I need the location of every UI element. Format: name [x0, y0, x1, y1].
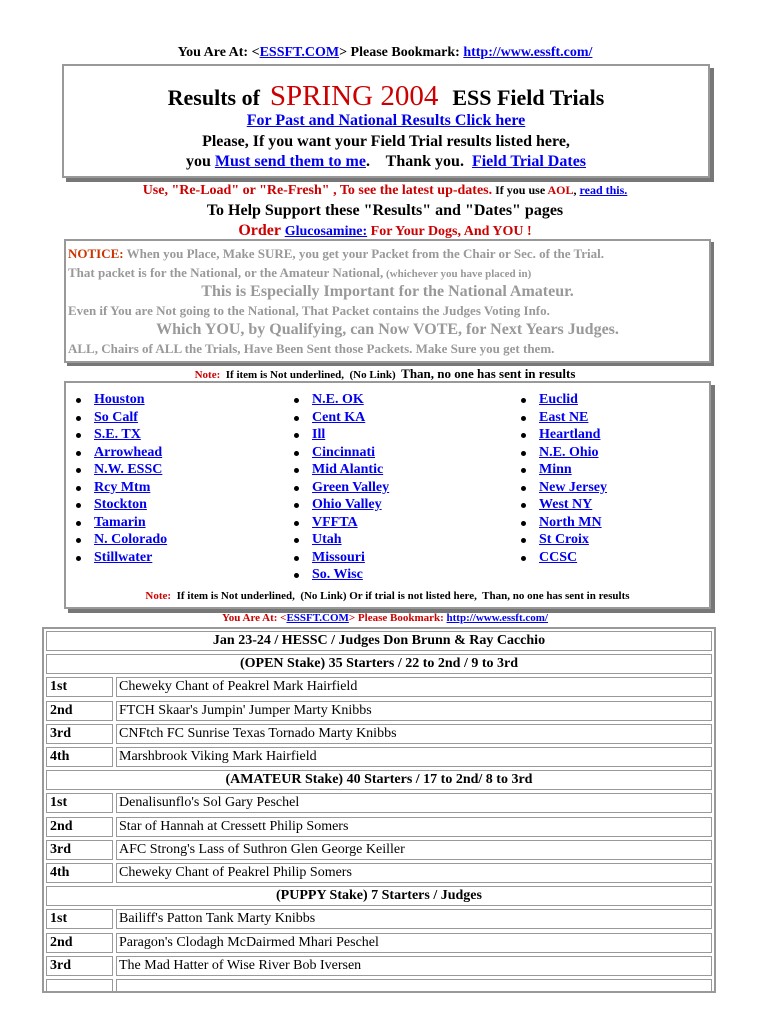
trial-link[interactable]: Green Valley: [312, 479, 390, 495]
notice-label: NOTICE:: [68, 246, 124, 261]
dog-handler-cell: Cheweky Chant of Peakrel Mark Hairfield: [116, 677, 712, 697]
trial-list-item: [511, 426, 607, 444]
trial-link[interactable]: Cincinnati: [312, 444, 376, 460]
trial-link[interactable]: Mid Alantic: [312, 462, 384, 477]
past-results-link[interactable]: For Past and National Results Click here: [246, 112, 526, 129]
placement-cell: 3rd: [46, 956, 113, 976]
trial-link[interactable]: N. Colorado: [94, 532, 168, 547]
site-link[interactable]: ESSFT.COM: [259, 45, 340, 60]
placement-cell: 1st: [46, 909, 113, 929]
reload-notice: Use, "Re-Load" or "Re-Fresh" , To see the latest up-dates. If you use AOL, read this.: [142, 183, 628, 198]
stake-header-puppy: (PUPPY Stake) 7 Starters / Judges: [46, 886, 712, 906]
table-row: [46, 817, 712, 837]
trial-list-item: [66, 409, 167, 427]
send-prefix: you: [185, 153, 215, 170]
notice-text-1: When you Place, Make SURE, you get your Packet from the Chair or Sec. of the Trial.: [123, 246, 604, 261]
trial-list-item: [284, 566, 389, 584]
trial-column-2: [284, 391, 389, 584]
trial-list-item: [284, 426, 389, 444]
placement-cell: 2nd: [46, 817, 113, 837]
trial-list-item: [66, 426, 167, 444]
table-row: [46, 724, 712, 744]
placement-cell: [46, 979, 113, 993]
dog-handler-cell: Paragon's Clodagh McDairmed Mhari Peschel: [116, 933, 712, 953]
trial-column-3: [511, 391, 607, 566]
dog-handler-cell: Bailiff's Patton Tank Marty Knibbs: [116, 909, 712, 929]
dog-handler-cell: Denalisunflo's Sol Gary Peschel: [116, 793, 712, 813]
trial-list-item: [284, 479, 389, 497]
trial-list-item: [511, 409, 607, 427]
bottom-site-link[interactable]: ESSFT.COM: [286, 612, 349, 624]
trial-list-item: [284, 531, 389, 549]
dog-handler-cell: AFC Strong's Lass of Suthron Glen George Keiller: [116, 840, 712, 860]
field-trial-dates-link[interactable]: Field Trial Dates: [471, 153, 587, 170]
aol-read-this-link[interactable]: read this.: [579, 183, 628, 197]
order-line: [0, 222, 770, 240]
dog-handler-cell: Cheweky Chant of Peakrel Philip Somers: [116, 863, 712, 883]
table-row: [46, 701, 712, 721]
notice-line-5: Which YOU, by Qualifying, can Now VOTE, for Next Years Judges.: [156, 321, 619, 338]
title-season: SPRING 2004: [269, 80, 439, 112]
trial-list-item: [66, 479, 167, 497]
trial-list-item: [284, 496, 389, 514]
trial-list-item: [66, 549, 167, 567]
trial-link[interactable]: East NE: [539, 409, 589, 425]
trial-link[interactable]: St Croix: [539, 532, 589, 547]
note1-label: Note:: [194, 369, 221, 381]
trial-list-item: [511, 496, 607, 514]
aol-label: AOL: [547, 183, 574, 197]
page-title: [64, 80, 708, 113]
trial-list-item: [511, 514, 607, 532]
top-bookmark-bar: [0, 45, 770, 61]
table-row: [46, 956, 712, 976]
trial-link[interactable]: Rcy Mtm: [94, 479, 151, 495]
top-bar-middle: > Please Bookmark:: [339, 45, 464, 60]
trial-link[interactable]: N.E. OK: [312, 392, 364, 407]
notice-box: [64, 239, 711, 363]
trial-link[interactable]: Ohio Valley: [312, 497, 382, 512]
trial-link[interactable]: Stillwater: [94, 549, 153, 565]
trial-list-item: [66, 461, 167, 479]
trial-list-item: [66, 514, 167, 532]
trial-link[interactable]: Missouri: [312, 549, 365, 565]
bottom-bar-middle: > Please Bookmark:: [348, 612, 447, 624]
trial-column-1: [66, 391, 167, 566]
aol-prefix: If you use: [492, 183, 548, 197]
placement-cell: 1st: [46, 793, 113, 813]
top-bar-prefix: You Are At: <: [177, 45, 260, 60]
dog-handler-cell: FTCH Skaar's Jumpin' Jumper Marty Knibbs: [116, 701, 712, 721]
stake-header-open: (OPEN Stake) 35 Starters / 22 to 2nd / 9 to 3rd: [46, 654, 712, 674]
title-prefix: Results of: [167, 85, 260, 110]
table-row: [46, 909, 712, 929]
trial-link[interactable]: CCSC: [539, 549, 578, 565]
notice-text-2-small: (whichever you have placed in): [383, 268, 532, 280]
table-row: [46, 747, 712, 767]
trial-link[interactable]: Arrowhead: [94, 444, 163, 460]
table-row: [46, 863, 712, 883]
trial-link[interactable]: New Jersey: [539, 479, 608, 495]
placement-cell: 2nd: [46, 933, 113, 953]
placement-cell: 3rd: [46, 840, 113, 860]
bottom-bookmark-bar: [0, 612, 770, 624]
placement-cell: 4th: [46, 747, 113, 767]
results-table: [42, 627, 716, 993]
trial-link[interactable]: N.W. ESSC: [94, 462, 163, 477]
trial-link[interactable]: Euclid: [539, 392, 578, 407]
support-line: To Help Support these "Results" and "Dates" pages: [206, 202, 564, 219]
trial-link[interactable]: Minn: [539, 462, 572, 477]
bottom-bookmark-url-link[interactable]: http://www.essft.com/: [446, 612, 548, 624]
table-row: [46, 933, 712, 953]
trial-list-item: [511, 391, 607, 409]
notice-line-2: [68, 265, 531, 281]
bottom-bar-prefix: You Are At: <: [222, 612, 287, 624]
reload-text: Use, "Re-Load" or "Re-Fresh" , To see the latest up-dates.: [142, 183, 493, 198]
past-results-line: [64, 112, 708, 130]
order-suffix: For Your Dogs, And YOU !: [367, 224, 532, 239]
placement-cell: 2nd: [46, 701, 113, 721]
trial-link[interactable]: Utah: [312, 532, 342, 547]
trial-list-item: [511, 531, 607, 549]
trial-link[interactable]: Stockton: [94, 497, 147, 512]
note1-text: If item is Not underlined, (No Link): [220, 369, 402, 381]
trial-list-item: [511, 479, 607, 497]
table-row: [46, 979, 712, 993]
note2-text: If item is Not underlined, (No Link) Or if trial is not listed here, Than, no one has sent in results: [171, 590, 630, 602]
must-send-link[interactable]: Must send them to me: [214, 153, 366, 170]
note2-label: Note:: [145, 590, 172, 602]
request-line: Please, If you want your Field Trial results listed here,: [202, 133, 570, 150]
trial-list-item: [66, 496, 167, 514]
notice-line-1: [68, 246, 604, 262]
note1-text-big: Than, no one has sent in results: [401, 366, 576, 381]
trial-list-box: [64, 381, 711, 609]
trial-list-item: [284, 461, 389, 479]
table-row: [46, 840, 712, 860]
trial-list-item: [284, 409, 389, 427]
trial-link[interactable]: Cent KA: [312, 409, 366, 425]
trial-link[interactable]: VFFTA: [312, 514, 358, 530]
title-suffix: ESS Field Trials: [452, 85, 605, 110]
trial-list-item: [284, 391, 389, 409]
order-prefix: Order: [238, 222, 285, 239]
trial-link[interactable]: So Calf: [94, 409, 138, 425]
dog-handler-cell: The Mad Hatter of Wise River Bob Iversen: [116, 956, 712, 976]
thanks-text: . Thank you.: [365, 153, 472, 170]
table-row: [46, 793, 712, 813]
trial-link[interactable]: North MN: [539, 514, 602, 530]
trial-list-item: [66, 391, 167, 409]
dog-handler-cell: Star of Hannah at Cressett Philip Somers: [116, 817, 712, 837]
glucosamine-link[interactable]: Glucosamine:: [284, 224, 368, 239]
placement-cell: 4th: [46, 863, 113, 883]
event-header: Jan 23-24 / HESSC / Judges Don Brunn & Ray Cacchio: [46, 631, 712, 651]
trial-list-item: [511, 461, 607, 479]
bookmark-url-link[interactable]: http://www.essft.com/: [463, 45, 593, 60]
note-no-link: [0, 366, 770, 382]
notice-line-6: ALL, Chairs of ALL the Trials, Have Been Sent those Packets. Make Sure you get them.: [68, 341, 555, 356]
trial-link[interactable]: Houston: [94, 392, 145, 407]
trial-link[interactable]: S.E. TX: [94, 427, 141, 442]
trial-list-item: [284, 549, 389, 567]
trial-link[interactable]: Heartland: [539, 427, 601, 442]
trial-list-item: [511, 549, 607, 567]
send-line: [64, 153, 708, 171]
note-not-listed: [66, 590, 709, 602]
header-box: [62, 64, 710, 178]
notice-line-4: Even if You are Not going to the National, That Packet contains the Judges Voting Info.: [68, 303, 550, 318]
notice-line-3: This is Especially Important for the National Amateur.: [201, 283, 574, 300]
trial-list-item: [66, 531, 167, 549]
trial-list-item: [511, 444, 607, 462]
placement-cell: 1st: [46, 677, 113, 697]
trial-link[interactable]: West NY: [539, 497, 593, 512]
trial-link[interactable]: So. Wisc: [312, 567, 363, 582]
trial-list-item: [284, 444, 389, 462]
trial-link[interactable]: N.E. Ohio: [539, 444, 599, 460]
dog-handler-cell: CNFtch FC Sunrise Texas Tornado Marty Knibbs: [116, 724, 712, 744]
stake-header-amateur: (AMATEUR Stake) 40 Starters / 17 to 2nd/ 8 to 3rd: [46, 770, 712, 790]
trial-list-item: [66, 444, 167, 462]
dog-handler-cell: [116, 979, 712, 993]
placement-cell: 3rd: [46, 724, 113, 744]
trial-list-item: [284, 514, 389, 532]
trial-link[interactable]: Tamarin: [94, 514, 146, 530]
trial-link[interactable]: Ill: [312, 427, 326, 442]
notice-text-2: That packet is for the National, or the Amateur National,: [68, 265, 384, 280]
table-row: [46, 677, 712, 697]
dog-handler-cell: Marshbrook Viking Mark Hairfield: [116, 747, 712, 767]
